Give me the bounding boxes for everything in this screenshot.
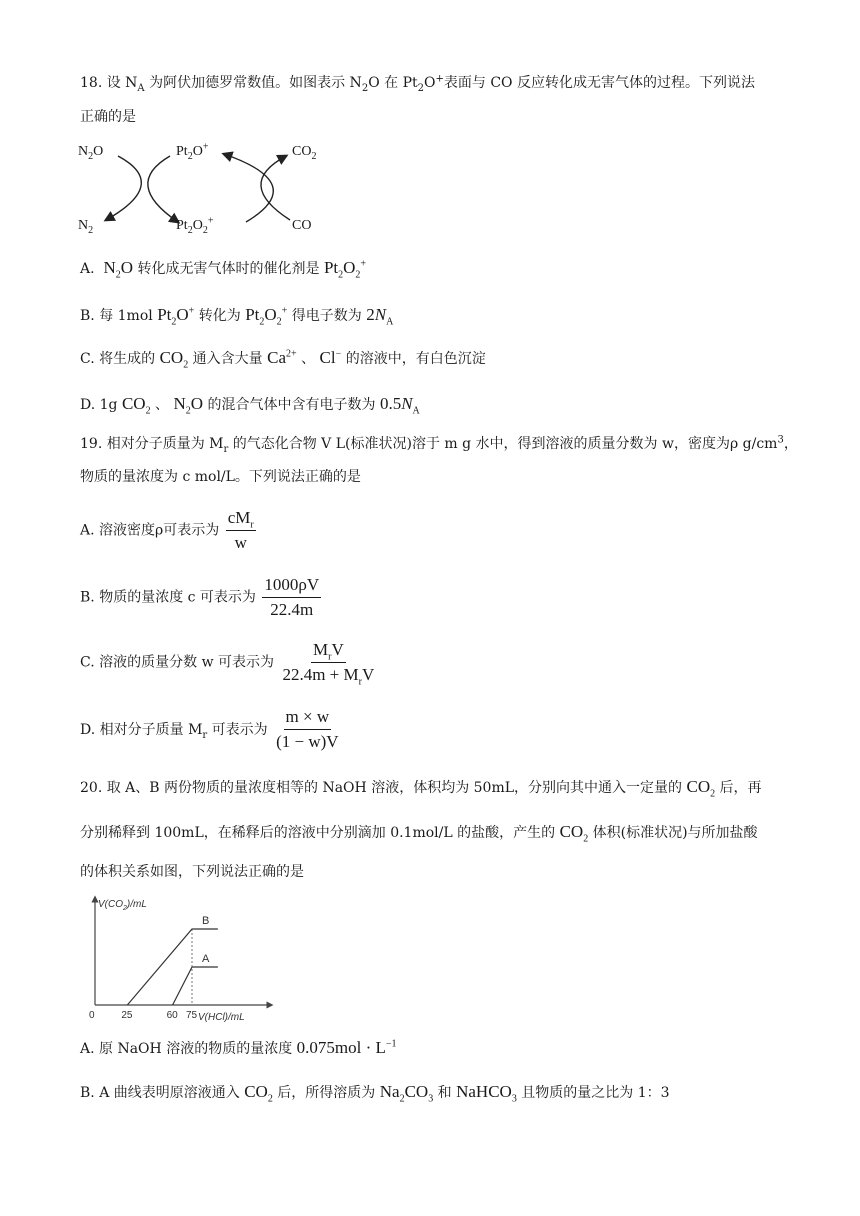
x-tick-label-60: 60: [166, 1010, 178, 1021]
q20-stem-line3: 的体积关系如图，下列说法正确的是: [80, 864, 304, 880]
q20-stem-line2: 分别稀释到 100mL，在稀释后的溶液中分别滴加 0.1mol/L 的盐酸，产生的 $CO_2$ 体积(标准状况)与所加盐酸: [80, 822, 758, 845]
y-axis-label: $V(CO_2)/mL$: [98, 899, 147, 912]
x-tick-label-0: 0: [89, 1010, 95, 1021]
arrow-n2o-to-n2: [106, 156, 141, 220]
fraction-c: $\frac{M_rV}{22.4m + M_rV}$: [282, 640, 375, 688]
q18-stem-line1: 18. 设 $N_A$ 为阿伏加德罗常数值。如图表示 $N_2O$ 在 $Pt_2O^+$表面与 CO 反应转化成无害气体的过程。下列说法: [80, 73, 755, 94]
q19-option-c: C. 溶液的质量分数 w 可表示为 $\frac{M_rV}{22.4m + M_rV}$: [80, 640, 375, 688]
label-pt2o: $Pt_2O^+$: [176, 141, 209, 162]
q20-option-b: B. A 曲线表明原溶液通入 $CO_2$ 后，所得溶质为 $Na_2CO_3$ 和 NaHCO$_3$ 且物质的量之比为 1：3: [80, 1082, 670, 1105]
q19-option-a: A. 溶液密度ρ可表示为 $\frac{cM_r}{w}$: [80, 508, 254, 552]
q18-option-b: B. 每 1mol $Pt_2O^+$ 转化为 $Pt_2O_2^+$ 得电子数为 $2N_A$: [80, 305, 394, 328]
label-n2: $N_2$: [78, 218, 94, 236]
label-co: CO: [292, 218, 312, 233]
label-co2: $CO_2$: [292, 144, 317, 162]
fraction-b: $\frac{1000\rho V}{22.4m}$: [264, 575, 320, 619]
series-label-a: A: [202, 953, 210, 965]
arrow-pt2o-to-pt2o2: [148, 156, 178, 222]
x-tick-label-75: 75: [186, 1010, 198, 1021]
q20-option-a: A. 原 NaOH 溶液的物质的量浓度 $0.075mol \cdot L^{-1}$: [80, 1038, 397, 1057]
fraction-d: $\frac{m \times w}{(1 - w)V}$: [276, 707, 339, 751]
x-tick-label-25: 25: [121, 1010, 133, 1021]
q18-option-d: D. 1g $CO_2$ 、 $N_2O$ 的混合气体中含有电子数为 $0.5N_A$: [80, 394, 420, 417]
arrow-co-to-co2: [261, 156, 290, 220]
label-n2o: $N_2O$: [78, 144, 104, 162]
q20-stem-line1: 20. 取 A、B 两份物质的量浓度相等的 NaOH 溶液，体积均为 50mL，分别向其中通入一定量的 $CO_2$ 后，再: [80, 777, 762, 800]
q19-stem-line1: 19. 相对分子质量为 $M_r$ 的气态化合物 V L(标准状况)溶于 m g 水中，得到溶液的质量分数为 w，密度为ρ $g/cm^3$，: [80, 434, 798, 455]
q18-option-c: C. 将生成的 $CO_2$ 通入含大量 $Ca^{2+}$ 、 Cl− 的溶液中，有白色沉淀: [80, 348, 486, 371]
label-pt2o2: $Pt_2O_2^+$: [176, 215, 214, 236]
x-axis-label: V(HCl)/mL: [198, 1012, 245, 1023]
arrow-pt2o2-to-pt2o: [224, 154, 273, 222]
series-line-a: [173, 967, 218, 1005]
q18-stem-line2: 正确的是: [80, 109, 136, 125]
fraction-a: $\frac{cM_r}{w}$: [227, 508, 254, 552]
q19-option-d: D. 相对分子质量 $M_r$ 可表示为 $\frac{m \times w}{(1 - w)V}$: [80, 707, 339, 751]
reaction-diagram: [78, 140, 338, 240]
q19-stem-line2: 物质的量浓度为 c mol/L。下列说法正确的是: [80, 469, 361, 485]
co2-volume-chart: [80, 893, 280, 1023]
series-label-b: B: [202, 915, 210, 927]
q18-option-a: A. $N_2O$ 转化成无害气体时的催化剂是 $Pt_2O_2^+$: [80, 258, 367, 281]
q19-option-b: B. 物质的量浓度 c 可表示为 $\frac{1000\rho V}{22.4m}$: [80, 575, 320, 619]
